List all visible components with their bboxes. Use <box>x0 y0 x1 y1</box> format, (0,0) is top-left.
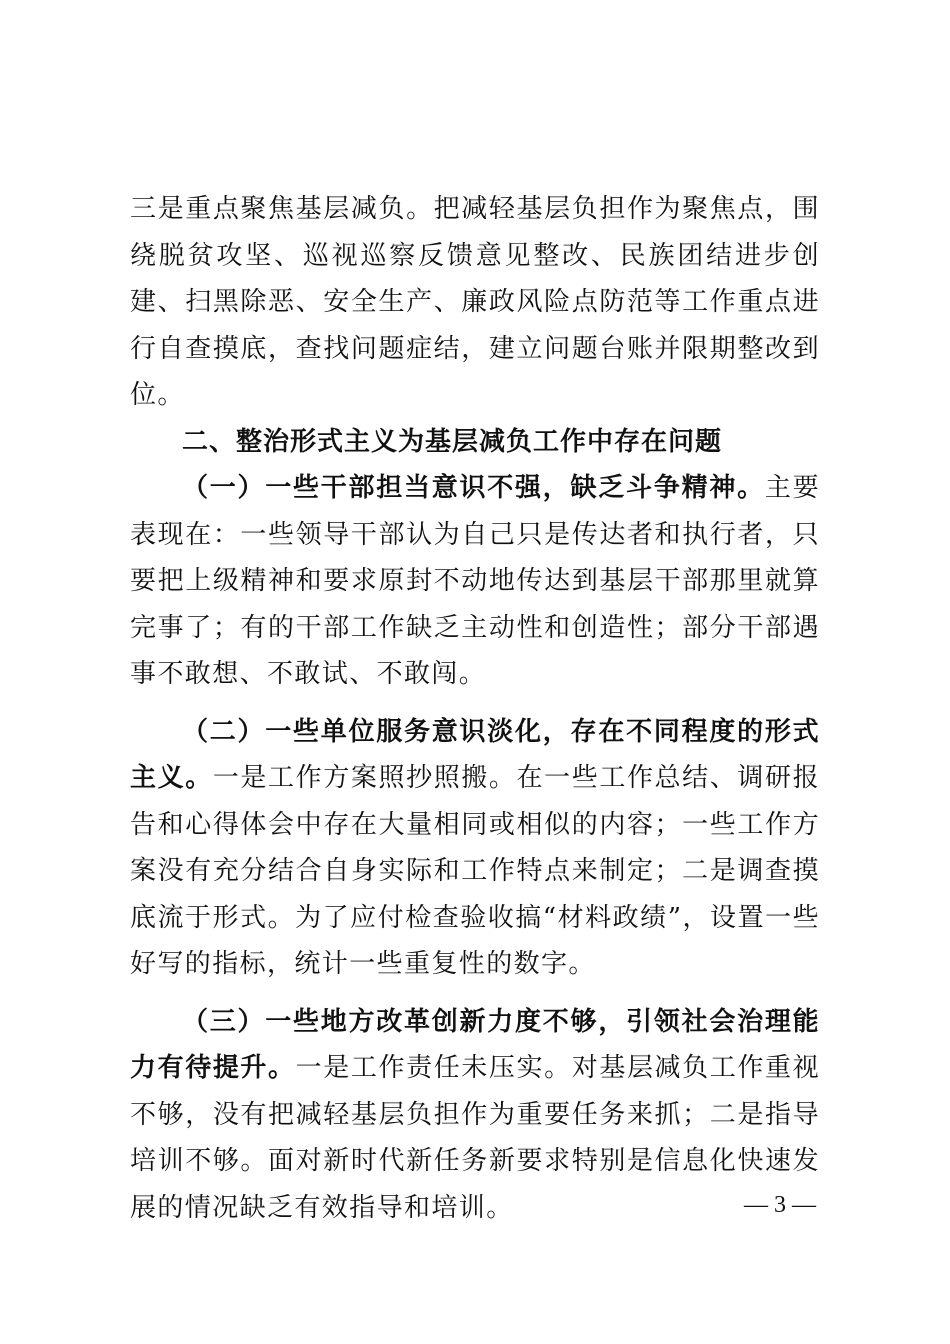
item-2-lead: （二）一些单位服务意识淡化，存在不同程度的形式主义。 <box>130 716 820 793</box>
item-3-lead: （三）一些地方改革创新力度不够，引领社会治理能力有待提升。 <box>130 1006 820 1083</box>
item-2-body: 一是工作方案照抄照搬。在一些工作总结、调研报告和心得体会中存在大量相同或相似的内容；一些工作方案没有充分结合自身实际和工作特点来制定；二是调查摸底流于形式。为了应付检查验收搞“材料政绩”，设置一些好写的指标，统计一些重复性的数字。 <box>130 763 820 979</box>
item-3-body: 一是工作责任未压实。对基层减负工作重视不够，没有把减轻基层负担作为重要任务来抓；二是指导培训不够。面对新时代新任务新要求特别是信息化快速发展的情况缺乏有效指导和培训。 <box>130 1053 820 1223</box>
paragraph-focus-grassroots-burden-relief: 三是重点聚焦基层减负。把减轻基层负担作为聚焦点，围绕脱贫攻坚、巡视巡察反馈意见整改、民族团结进步创建、扫黑除恶、安全生产、廉政风险点防范等工作重点进行自查摸底，查找问题症结，建立问题台账并限期整改到位。 <box>130 194 820 410</box>
document-body <box>130 186 820 1231</box>
page-number: — 3 — <box>744 1192 816 1218</box>
section-heading-existing-problems: 二、整治形式主义为基层减负工作中存在问题 <box>182 426 723 457</box>
paragraph-item-2 <box>130 709 820 988</box>
item-1-body: 主要表现在：一些领导干部认为自己只是传达者和执行者，只要把上级精神和要求原封不动地传达到基层干部那里就算完事了；有的干部工作缺乏主动性和创造性；部分干部遇事不敢想、不敢试、不敢闯。 <box>130 473 820 689</box>
paragraph-item-1 <box>130 465 820 698</box>
paragraph-item-3 <box>130 999 820 1232</box>
item-1-lead: （一）一些干部担当意识不强，缺乏斗争精神。 <box>182 473 765 503</box>
